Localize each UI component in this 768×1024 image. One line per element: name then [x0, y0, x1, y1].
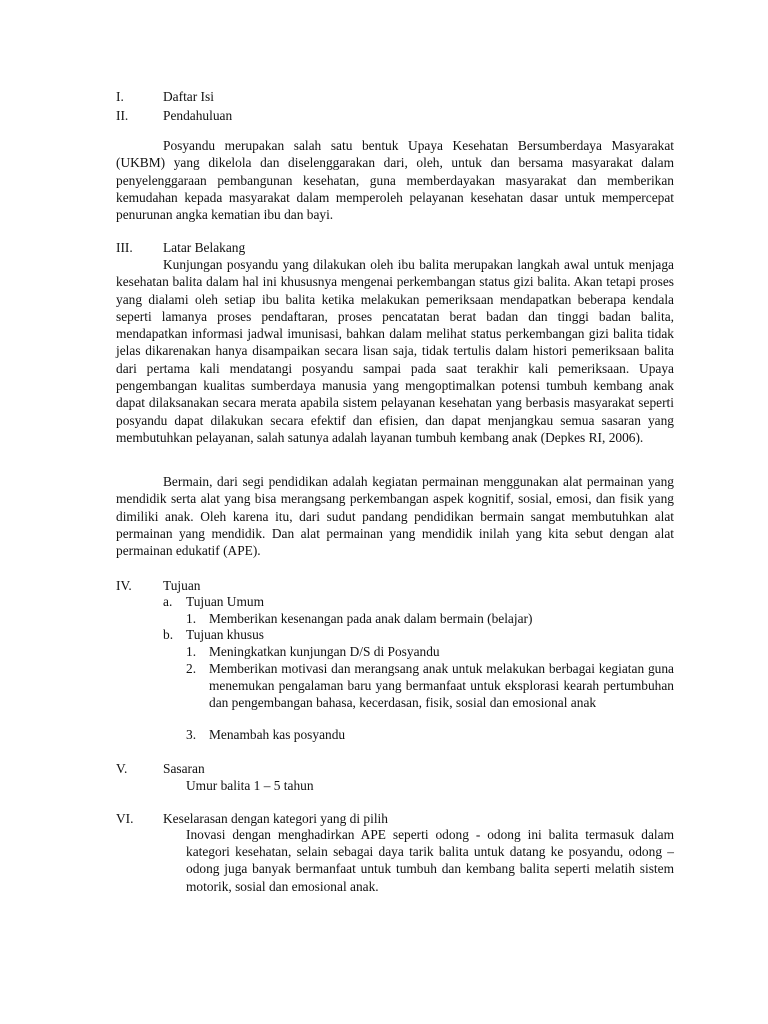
- section-2-title: Pendahuluan: [163, 108, 233, 123]
- section-3-number: III.: [116, 240, 133, 255]
- subsection-a-label: a.: [163, 594, 173, 609]
- list-item-b1-text: Meningkatkan kunjungan D/S di Posyandu: [209, 644, 440, 659]
- section-1-number: I.: [116, 89, 124, 104]
- subsection-b-label: b.: [163, 627, 174, 642]
- list-item-a1-number: 1.: [186, 611, 197, 626]
- list-item-b2-text: Memberikan motivasi dan merangsang anak untuk melakukan berbagai kegiatan guna menemukan pengalaman baru yang bermanfaat untuk eksplorasi kearah pertumbuhan dan pengembangan bahasa, kecerdasan, fisik, sosial dan emosional anak: [209, 661, 674, 711]
- section-6-title: Keselarasan dengan kategori yang di pilih: [163, 811, 388, 826]
- section-3-title: Latar Belakang: [163, 240, 246, 255]
- section-6-number: VI.: [116, 811, 134, 826]
- section-3-paragraph-2: Bermain, dari segi pendidikan adalah kegiatan permainan menggunakan alat permainan yang mendidik serta alat yang bisa merangsang perkembangan aspek kognitif, sosial, emosi, dan fisik yang dimiliki anak. Oleh karena itu, dari sudut pandang pendidikan bermain sangat membutuhkan alat permainan yang mendidik. Dan alat permainan yang mendidik inilah yang kita sebut dengan alat permainan edukatif (APE).: [116, 474, 674, 559]
- list-item-b2-number: 2.: [186, 661, 197, 676]
- section-1-title: Daftar Isi: [163, 89, 214, 104]
- subsection-b-title: Tujuan khusus: [186, 627, 265, 642]
- section-5-title: Sasaran: [163, 761, 205, 776]
- section-5-number: V.: [116, 761, 128, 776]
- section-5-text: Umur balita 1 – 5 tahun: [186, 778, 314, 793]
- list-item-b1-number: 1.: [186, 644, 197, 659]
- subsection-a-title: Tujuan Umum: [186, 594, 265, 609]
- section-2-number: II.: [116, 108, 129, 123]
- list-item-b3-text: Menambah kas posyandu: [209, 727, 346, 742]
- section-6-paragraph: Inovasi dengan menghadirkan APE seperti odong - odong ini balita termasuk dalam kategori kesehatan, selain sebagai daya tarik balita untuk datang ke posyandu, odong – odong juga banyak bermanfaat untuk tumbuh dan kembang balita seperti melatih sistem motorik, sosial dan emosional anak.: [186, 827, 674, 894]
- section-4-title: Tujuan: [163, 578, 201, 593]
- list-item-b3-number: 3.: [186, 727, 197, 742]
- section-2-paragraph: Posyandu merupakan salah satu bentuk Upaya Kesehatan Bersumberdaya Masyarakat (UKBM) yang dikelola dan diselenggarakan dari, oleh, untuk dan bersama masyarakat dalam penyelenggaraan pembangunan kesehatan, guna memberdayakan masyarakat dan memberikan kemudahan kepada masyarakat dalam memperoleh pelayanan kesehatan dasar untuk mempercepat penurunan angka kematian ibu dan bayi.: [116, 138, 674, 223]
- section-4-number: IV.: [116, 578, 132, 593]
- section-3-paragraph-1: Kunjungan posyandu yang dilakukan oleh ibu balita merupakan langkah awal untuk menjaga kesehatan balita dalam hal ini khususnya mengenai perkembangan status gizi balita. Akan tetapi proses yang dialami oleh setiap ibu balita ketika melakukan pemeriksaan mendapatkan beberapa kendala seperti lamanya proses pendaftaran, proses pencatatan berat badan dan tinggi badan balita, mendapatkan informasi jadwal imunisasi, bahkan dalam melihat status perkembangan gizi balita tidak jelas dikarenakan hanya disampaikan secara lisan saja, tidak tertulis dalam histori pemeriksaan balita dari pertama kali mendatangi posyandu sampai pada saat terakhir kali pemeriksaan. Upaya pengembangan kualitas sumberdaya manusia yang mengoptimalkan potensi tumbuh kembang anak dapat dilaksanakan secara merata apabila sistem pelayanan kesehatan yang berbasis masyarakat seperti posyandu dapat dilakukan secara efektif dan efisien, dan dapat menjangkau semua sasaran yang membutuhkan pelayanan, salah satunya adalah layanan tumbuh kembang anak (Depkes RI, 2006).: [116, 257, 674, 445]
- list-item-a1-text: Memberikan kesenangan pada anak dalam bermain (belajar): [209, 611, 533, 626]
